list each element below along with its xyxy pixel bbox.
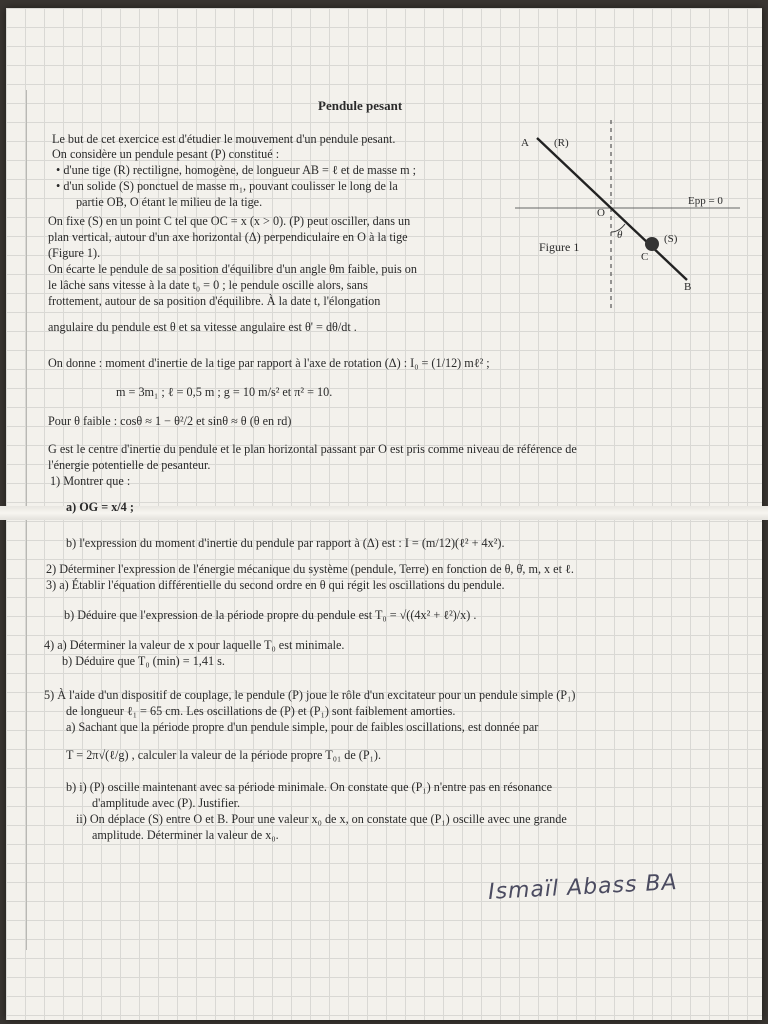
intro-line: Le but de cet exercice est d'étudier le mouvement d'un pendule pesant. <box>52 132 396 146</box>
figure-label-b: B <box>684 281 692 293</box>
question-line: b) i) (P) oscille maintenant avec sa période minimale. On constate que (P₁) n'entre pas en résonance <box>66 780 552 794</box>
question-line: 1) Montrer que : <box>50 474 131 488</box>
figure-label-o: O <box>597 207 605 219</box>
question-line: a) OG = x/4 ; <box>66 500 134 514</box>
figure-caption: Figure 1 <box>539 240 580 254</box>
question-line: 2) Déterminer l'expression de l'énergie mécanique du système (pendule, Terre) en fonction de θ, θ̇, m, x et ℓ. <box>46 562 574 576</box>
intro-line: frottement, autour de sa position d'équilibre. À la date t, l'élongation <box>48 294 381 308</box>
question-line: d'amplitude avec (P). Justifier. <box>92 796 241 810</box>
question-line: b) Déduire que l'expression de la période propre du pendule est T₀ = √((4x² + ℓ²)/x) . <box>64 608 477 622</box>
question-line: a) Sachant que la période propre d'un pendule simple, pour de faibles oscillations, est donnée par <box>66 720 539 734</box>
question-line: 5) À l'aide d'un dispositif de couplage, le pendule (P) joue le rôle d'un excitateur pour un pendule simple (P₁) <box>44 688 576 702</box>
question-line: b) Déduire que T₀ (min) = 1,41 s. <box>62 654 225 668</box>
solid-mass-icon <box>645 237 659 251</box>
intro-line: On considère un pendule pesant (P) constitué : <box>52 147 280 161</box>
rod-line <box>537 138 687 280</box>
intro-line: • d'une tige (R) rectiligne, homogène, de longueur AB = ℓ et de masse m ; <box>56 163 417 177</box>
figure-label-s: (S) <box>664 233 678 245</box>
intro-line: plan vertical, autour d'un axe horizontal (Δ) perpendiculaire en O à la tige <box>48 230 408 244</box>
givens-ref-line: G est le centre d'inertie du pendule et le plan horizontal passant par O est pris comme niveau de référence de <box>48 442 577 456</box>
handwritten-signature: Ismaïl Abass BA <box>487 870 679 905</box>
page-title: Pendule pesant <box>318 98 403 113</box>
intro-line: On écarte le pendule de sa position d'équilibre d'un angle θm faible, puis on <box>48 262 417 276</box>
question-line: T = 2π√(ℓ/g) , calculer la valeur de la période propre T₀₁ de (P₁). <box>66 748 381 762</box>
givens-approx: Pour θ faible : cosθ ≈ 1 − θ²/2 et sinθ ≈ θ (θ en rd) <box>48 414 292 428</box>
question-line: 4) a) Déterminer la valeur de x pour laquelle T₀ est minimale. <box>44 638 345 652</box>
givens-moment: On donne : moment d'inertie de la tige par rapport à l'axe de rotation (Δ) : I₀ = (1/12) mℓ² ; <box>48 356 490 370</box>
figure-label-epp: Epp = 0 <box>688 195 723 207</box>
intro-line: • d'un solide (S) ponctuel de masse m₁, pouvant coulisser le long de la <box>56 179 398 193</box>
intro-line: le lâche sans vitesse à la date t₀ = 0 ; le pendule oscille alors, sans <box>48 278 368 292</box>
intro-line: partie OB, O étant le milieu de la tige. <box>76 195 263 209</box>
question-line: b) l'expression du moment d'inertie du pendule par rapport à (Δ) est : I = (m/12)(ℓ² + 4x²). <box>66 536 505 550</box>
figure-label-a: A <box>521 137 529 149</box>
figure-label-c: C <box>641 251 649 263</box>
intro-line: (Figure 1). <box>48 246 101 260</box>
intro-line: On fixe (S) en un point C tel que OC = x (x > 0). (P) peut osciller, dans un <box>48 214 411 228</box>
intro-line: angulaire du pendule est θ et sa vitesse angulaire est θ' = dθ/dt . <box>48 320 357 334</box>
question-line: amplitude. Déterminer la valeur de x₀. <box>92 828 279 842</box>
question-line: de longueur ℓ₁ = 65 cm. Les oscillations de (P) et (P₁) sont faiblement amorties. <box>66 704 456 718</box>
givens-values: m = 3m₁ ; ℓ = 0,5 m ; g = 10 m/s² et π² = 10. <box>116 385 333 399</box>
question-line: 3) a) Établir l'équation différentielle du second ordre en θ qui régit les oscillations du pendule. <box>46 578 505 592</box>
question-line: ii) On déplace (S) entre O et B. Pour une valeur x₀ de x, on constate que (P₁) oscille avec une grande <box>76 812 567 826</box>
figure-label-theta: θ <box>617 229 623 241</box>
figure-label-r: (R) <box>554 137 569 149</box>
givens-ref-line: l'énergie potentielle de pesanteur. <box>48 458 211 472</box>
pendulum-figure <box>515 120 740 310</box>
